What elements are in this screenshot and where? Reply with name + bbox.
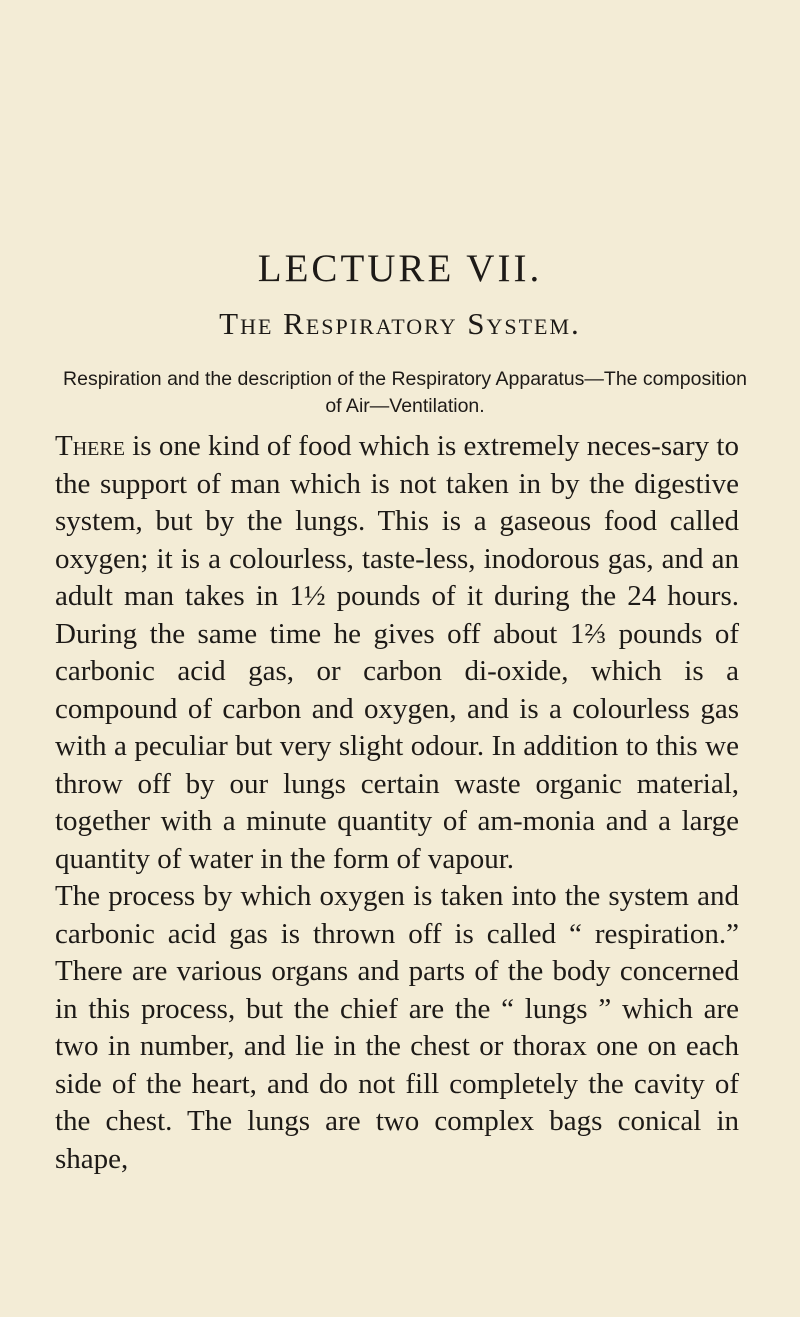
paragraph-2: The process by which oxygen is taken into the system and carbonic acid gas is thrown off is called “ respiration.” There are various organs and parts of the body concerned in this process, but the chief are the “ lungs ” which are two in number, and lie in the chest or thorax one on each side of the heart, and do not fill completely the cavity of the chest. The lungs are two complex bags conical in shape,	[55, 880, 739, 1175]
chapter-summary: Respiration and the description of the Respiratory Apparatus—The composition of Air—Ventilation.	[63, 368, 747, 417]
body-text	[55, 428, 739, 1178]
paragraph-1	[55, 428, 739, 878]
lecture-heading: LECTURE VII.	[257, 247, 543, 290]
chapter-title: The Respiratory System.	[219, 306, 581, 341]
paragraph-1-text: is one kind of food which is extremely neces-sary to the support of man which is not taken in by the digestive system, but by the lungs. This is a gaseous food called oxygen; it is a colourless, taste-less, inodorous gas, and an adult man takes in 1½ pounds of it during the 24 hours. During the same time he gives off about 1⅔ pounds of carbonic acid gas, or carbon di-oxide, which is a compound of carbon and oxygen, and is a colourless gas with a peculiar but very slight odour. In addition to this we throw off by our lungs certain waste organic material, together with a minute quantity of am-monia and a large quantity of water in the form of vapour.	[55, 430, 739, 875]
paragraph-1-lead: There	[55, 430, 125, 462]
